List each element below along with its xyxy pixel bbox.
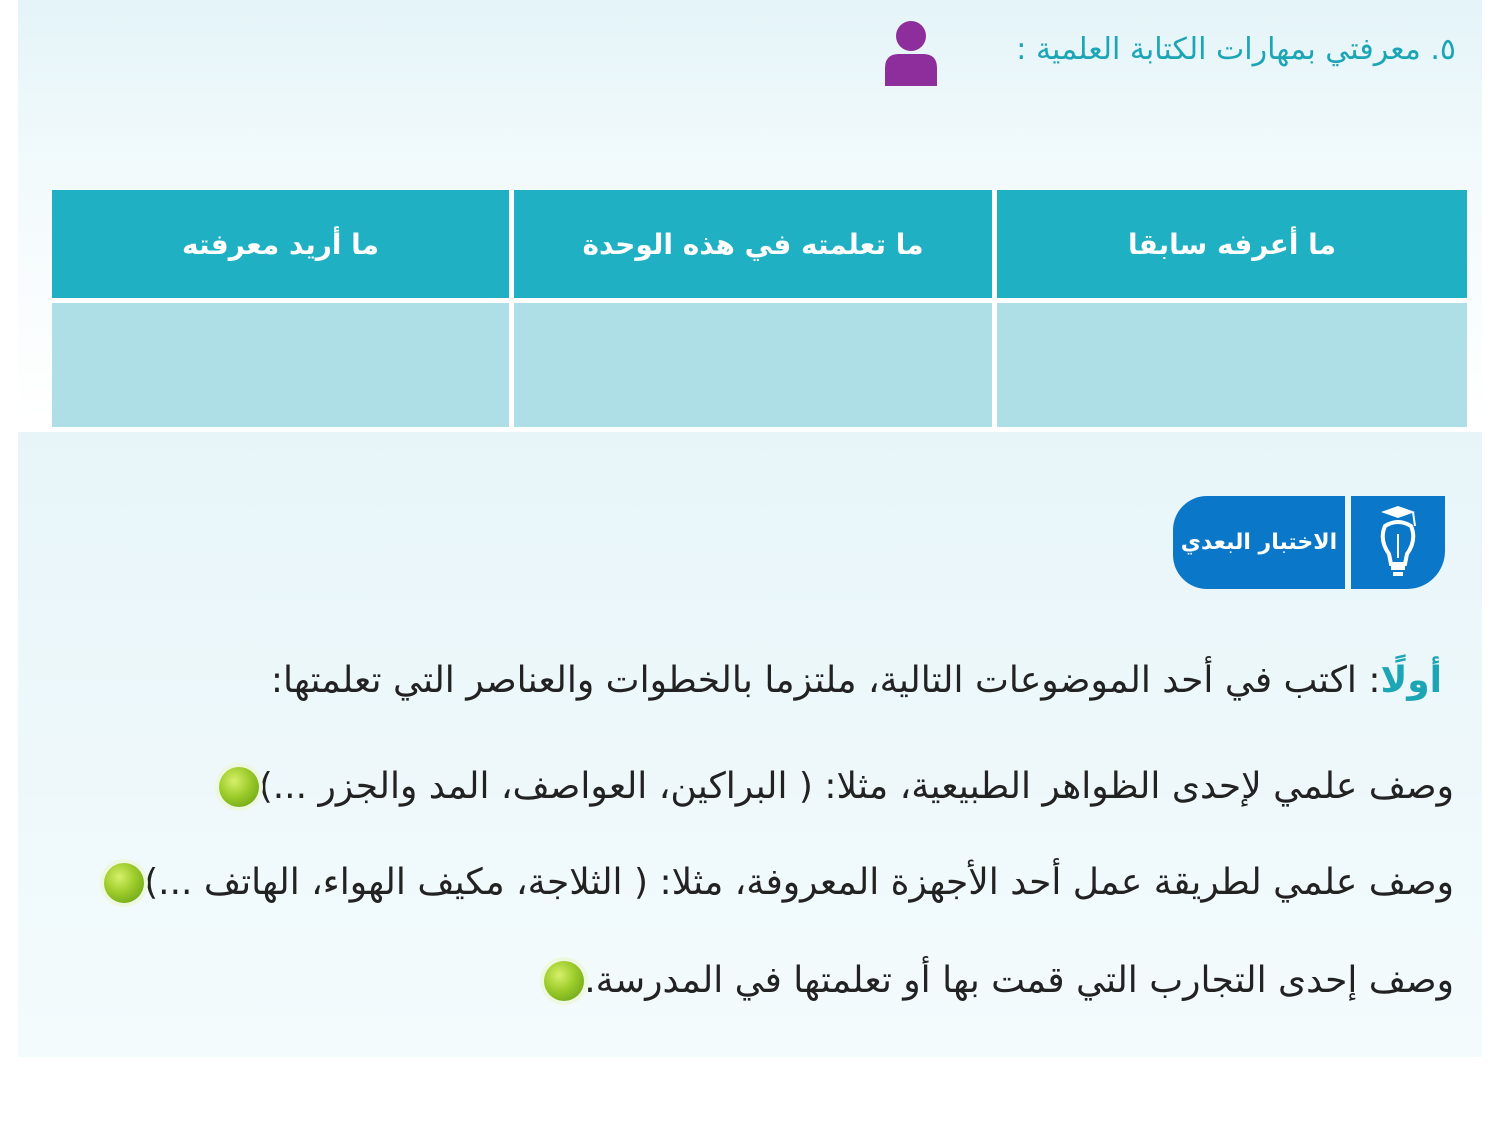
lightbulb-graduation-icon [1351,496,1445,589]
post-test-label: الاختبار البعدي [1173,496,1345,589]
kwl-table [52,190,1462,422]
green-dot-icon [104,863,144,903]
task-instruction [271,660,1442,701]
post-test-icon-box [1351,496,1445,589]
list-item [530,960,1454,1001]
column-header-know: ما أعرفه سابقا [997,190,1467,298]
section-heading: ٥. معرفتي بمهارات الكتابة العلمية : [1016,32,1456,67]
green-dot-icon [219,767,259,807]
column-header-want-to-know: ما أريد معرفته [52,190,509,298]
green-dot-icon [544,961,584,1001]
cell-learned[interactable] [514,303,992,427]
list-item-text: وصف إحدى التجارب التي قمت بها أو تعلمتها في المدرسة. [584,960,1454,1001]
list-item-text: وصف علمي لإحدى الظواهر الطبيعية، مثلا: ( البراكين، العواصف، المد والجزر ...) [258,766,1454,807]
list-item-text: وصف علمي لطريقة عمل أحد الأجهزة المعروفة، مثلا: ( الثلاجة، مكيف الهواء، الهاتف ...) [144,862,1454,903]
cell-want-to-know[interactable] [52,303,509,427]
cell-know[interactable] [997,303,1467,427]
list-item [205,766,1454,807]
column-header-learned: ما تعلمته في هذه الوحدة [514,190,992,298]
post-test-badge [1173,496,1445,589]
list-item [90,862,1454,903]
task-instruction-text: : اكتب في أحد الموضوعات التالية، ملتزما بالخطوات والعناصر التي تعلمتها: [270,660,1381,701]
person-icon [882,20,940,86]
task-lead: أولًا [1380,660,1442,701]
